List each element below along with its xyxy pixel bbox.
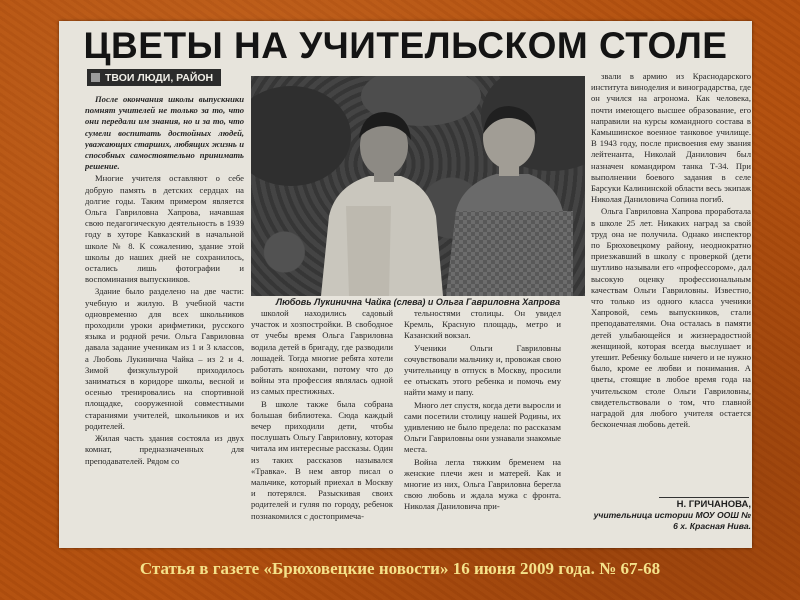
paragraph: школой находились садовый участок и хозпостройки. В свободное от учебы время Ольга Гавриловна водила детей в бригаду, где разводили лошадей. Тогда многие ребята хотели работать конюхами, потому что до войны эта профессия являлась одной из самых престижных. — [251, 308, 393, 397]
slide-caption: Статья в газете «Брюховецкие новости» 16 июня 2009 года. № 67-68 — [139, 559, 661, 578]
rubric-label — [87, 69, 221, 86]
article-intro: После окончания школы выпускники помнят учителей не только за то, что они передали им знания, но и за то, что сумели воспитать достойных людей, уважающих старших, любящих жизнь и способных самостоятельно принимать решение. — [85, 94, 244, 172]
signature-divider — [659, 497, 749, 498]
paragraph: Жилая часть здания состояла из двух комнат, предназначенных для преподавателей. Рядом со — [85, 433, 244, 466]
paragraph: Многие учителя оставляют о себе добрую память в детских сердцах на долгие годы. Таким примером является Ольга Гавриловна Хапрова, начавшая свою педагогическую деятельность в 1939 году в хуторе Кавказский в начальной школе № 8. К сожалению, здание этой школы до наших дней не сохранилось, остались лишь фотографии и воспоминания выпускников. — [85, 173, 244, 285]
column-middle-2 — [404, 308, 561, 546]
paragraph: Ольга Гавриловна Хапрова проработала в школе 25 лет. Никаких наград за свой труд она не получила. Однако инспектор по Брюховецкому району, неоднократно приезжавший в школу с проверкой (дети шутливо называли его «профессором», дал высокую оценку профессиональным качествам Ольги Гавриловны. Известно, что только из одного класса ученики Хапровой, семь выпускников, стали преподавателями. Она осталась в памяти детей улыбающейся и жизнерадостной женщиной, которая всегда выслушает и утешит. Ребенку больше ничего и не нужно было, кроме ее любви и понимания. А цветы, стоящие в любое время года на учительском столе Ольги Гавриловны, свидетельствовали о том, что главной наградой для любого учителя остается бесконечная любовь детей. — [591, 206, 751, 430]
column-left — [85, 94, 244, 546]
article-photo — [251, 76, 585, 296]
paragraph: тельностями столицы. Он увидел Кремль, Красную площадь, метро и Казанский вокзал. — [404, 308, 561, 341]
article-headline: ЦВЕТЫ НА УЧИТЕЛЬСКОМ СТОЛЕ — [83, 25, 728, 66]
paragraph: Ученики Ольги Гавриловны сочувствовали мальчику и, провожая свою учительницу в отпуск в Москву, просили ее отыскать этого ребенка и помочь ему найти маму и папу. — [404, 342, 561, 398]
signature-name: Н. ГРИЧАНОВА, — [676, 499, 751, 510]
column-right — [591, 71, 751, 493]
rubric-square-icon — [91, 73, 100, 82]
article-signature — [591, 499, 751, 532]
rubric-text: ТВОИ ЛЮДИ, РАЙОН — [105, 71, 214, 84]
paragraph: Здание было разделено на две части: учебную и жилую. В учебной части одновременно для всех школьников проходили уроки арифметики, русского языка и родной речи. Ольга Гавриловна давала задание ученикам из 1 и 3 классов, а Любовь Лукинична Чайка – из 2 и 4. Зимой физкультурой приходилось заниматься в коридоре школы, весной и осенью тренировались на спортивной площадке, сооруженной совместными стараниями учителей, школьников и их родителей. — [85, 286, 244, 431]
paragraph: Много лет спустя, когда дети выросли и сами посетили столицу нашей Родины, их удивлению не было предела: по рассказам Ольги Гавриловны они узнавали знакомые места. — [404, 399, 561, 455]
photo-two-women — [251, 76, 585, 296]
photo-caption: Любовь Лукинична Чайка (слева) и Ольга Гавриловна Хапрова — [275, 297, 561, 307]
newspaper-clipping — [59, 21, 752, 548]
paragraph: В школе также была собрана большая библиотека. Сюда каждый вечер приходили дети, чтобы послушать Ольгу Гавриловну, которая читала им интересные рассказы. Один из таких рассказов назывался «Травка». В нем автор писал о мальчике, который приехал в Москву и потерялся. Разыскивая своих родителей и гуляя по городу, ребенок познакомился с достопримеча- — [251, 398, 393, 521]
column-middle-1 — [251, 308, 393, 546]
signature-role: учительница истории МОУ ООШ № 6 х. Красная Нива. — [593, 510, 751, 531]
paragraph: Война легла тяжким бременем на женские плечи жен и матерей. Как и многие из них, Ольга Гавриловна берегла свою любовь и ждала мужа с фронта. Николая Даниловича при- — [404, 456, 561, 512]
paragraph: звали в армию из Краснодарского института виноделия и виноградарства, где он учился на агронома. Как человека, почти имеющего высшее образование, его направили на курсы командного состава в Камышинское военное танковое училище. В 1943 году, после присвоения ему звания лейтенанта, Николай Данилович был назначен командиром танка Т-34. При выполнении боевого задания в селе Барсуки Калининской области весь экипаж Николая Даниловича Сопина погиб. — [591, 71, 751, 205]
